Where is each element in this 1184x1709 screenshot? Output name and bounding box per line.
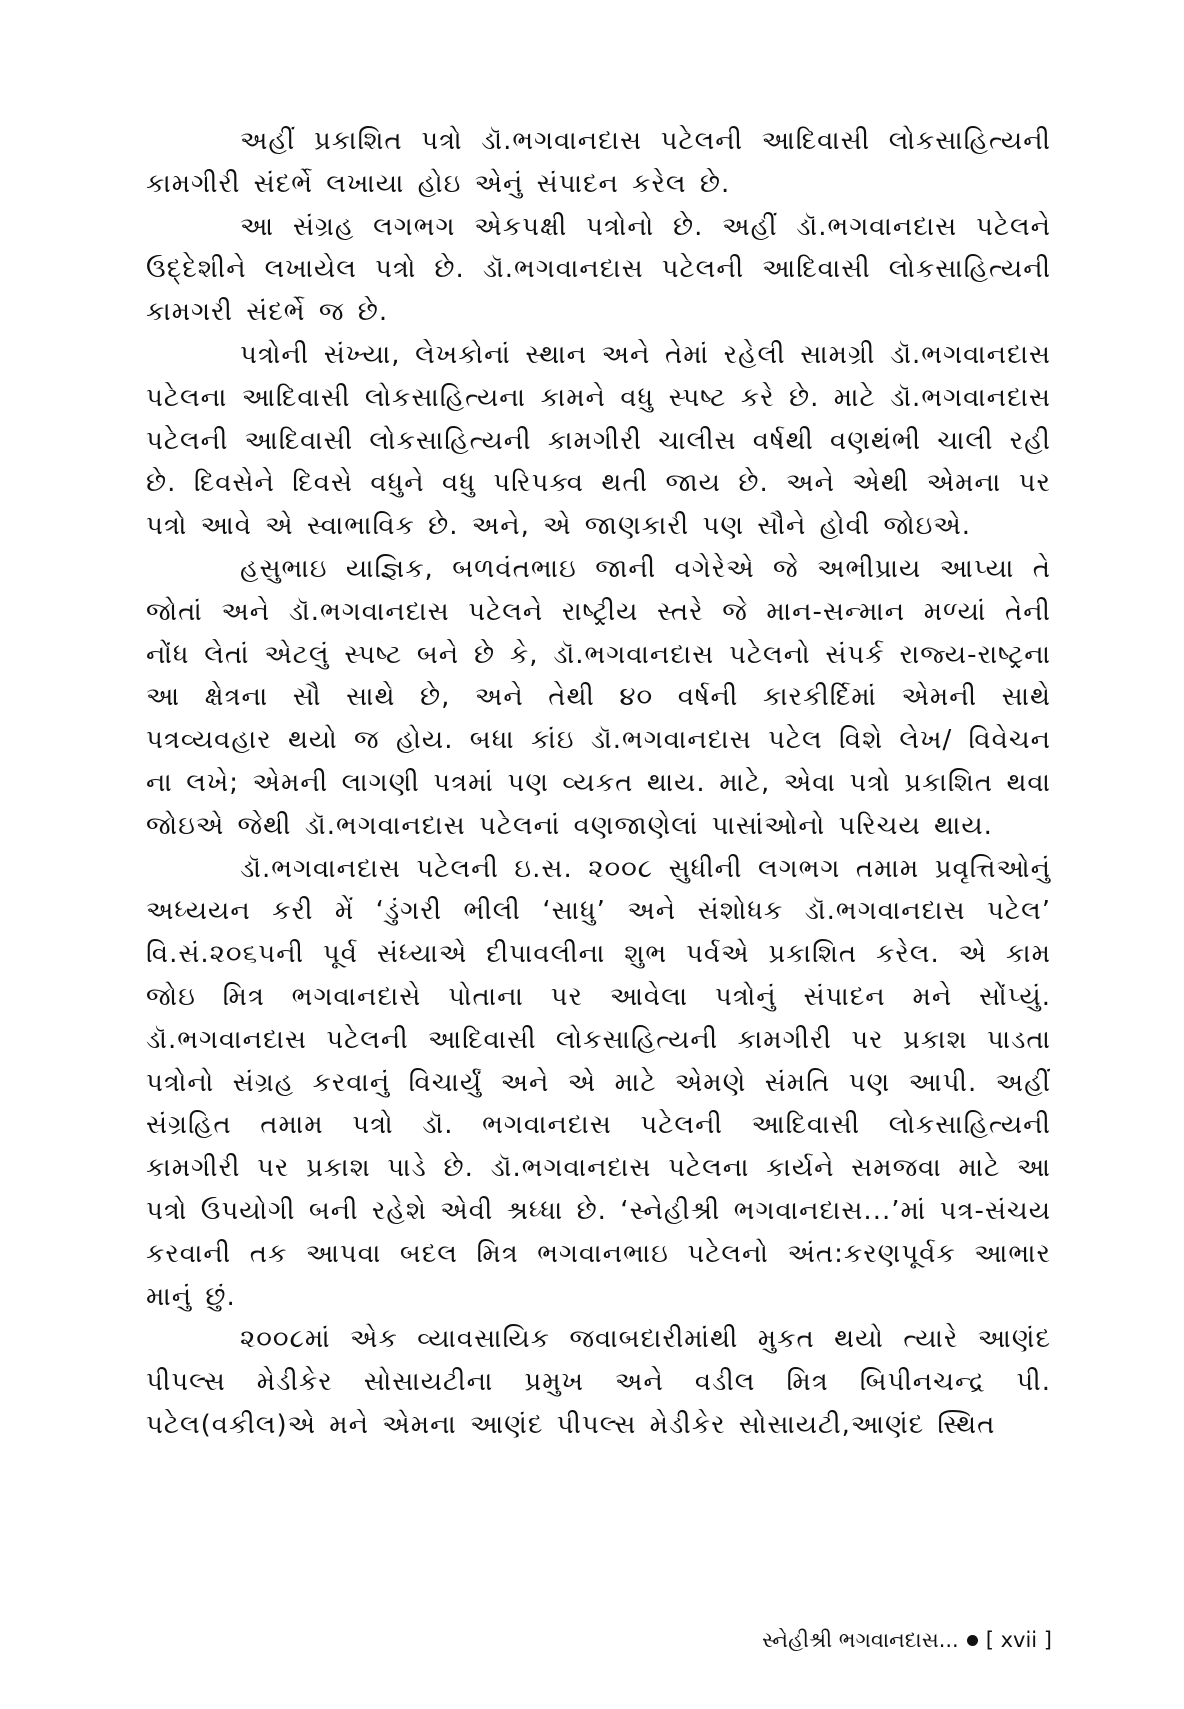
paragraph-3: પત્રોની સંખ્યા, લેખકોનાં સ્થાન અને તેમાં રહેલી સામગ્રી ડૉ.ભગવાનદાસ પટેલના આદિવાસી લોકસાહિત્યના કામને વધુ સ્પષ્ટ કરે છે. માટે ડૉ.ભગવાનદાસ પટેલની આદિવાસી લોકસાહિત્યની કામગીરી ચાલીસ વર્ષથી વણથંભી ચાલી રહી છે. દિવસેને દિવસે વધુને વધુ પરિપક્વ થતી જાય છે. અને એથી એમના પર પત્રો આવે એ સ્વાભાવિક છે. અને, એ જાણકારી પણ સૌને હોવી જોઇએ.: [146, 339, 1051, 542]
page-number: [ xvii ]: [985, 1628, 1052, 1652]
paragraph-1: અહીં પ્રકાશિત પત્રો ડૉ.ભગવાનદાસ પટેલની આદિવાસી લોકસાહિત્યની કામગીરી સંદર્ભે લખાયા હોઇ એનું સંપાદન કરેલ છે.: [146, 126, 1051, 199]
paragraph-4: હસુભાઇ યાજ્ઞિક, બળવંતભાઇ જાની વગેરેએ જે અભીપ્રાય આપ્યા તે જોતાં અને ડૉ.ભગવાનદાસ પટેલને રાષ્ટ્રીય સ્તરે જે માન-સન્માન મળ્યાં તેની નોંધ લેતાં એટલું સ્પષ્ટ બને છે કે, ડૉ.ભગવાનદાસ પટેલનો સંપર્ક રાજ્ય-રાષ્ટ્રના આ ક્ષેત્રના સૌ સાથે છે, અને તેથી ૪૦ વર્ષની કારકીર્દિમાં એમની સાથે પત્રવ્યવહાર થયો જ હોય. બધા કાંઇ ડૉ.ભગવાનદાસ પટેલ વિશે લેખ/ વિવેચન ના લખે; એમની લાગણી પત્રમાં પણ વ્યકત થાય. માટે, એવા પત્રો પ્રકાશિત થવા જોઇએ જેથી ડૉ.ભગવાનદાસ પટેલનાં વણજાણેલાં પાસાંઓનો પરિચય થાય.: [146, 553, 1051, 841]
paragraph-5: ડૉ.ભગવાનદાસ પટેલની ઇ.સ. ૨૦૦૮ સુધીની લગભગ તમામ પ્રવૃત્તિઓનું અધ્યયન કરી મેં ‘ડુંગરી ભીલી ‘સાધુ’ અને સંશોધક ડૉ.ભગવાનદાસ પટેલ’ વિ.સં.૨૦૬૫ની પૂર્વ સંધ્યાએ દીપાવલીના શુભ પર્વએ પ્રકાશિત કરેલ. એ કામ જોઇ મિત્ર ભગવાનદાસે પોતાના પર આવેલા પત્રોનું સંપાદન મને સોંપ્યું. ડૉ.ભગવાનદાસ પટેલની આદિવાસી લોકસાહિત્યની કામગીરી પર પ્રકાશ પાડતા પત્રોનો સંગ્રહ કરવાનું વિચાર્યું અને એ માટે એમણે સંમતિ પણ આપી. અહીં સંગ્રહિત તમામ પત્રો ડૉ. ભગવાનદાસ પટેલની આદિવાસી લોકસાહિત્યની કામગીરી પર પ્રકાશ પાડે છે. ડૉ.ભગવાનદાસ પટેલના કાર્યને સમજવા માટે આ પત્રો ઉપયોગી બની રહેશે એવી શ્રધ્ધા છે. ‘સ્નેહીશ્રી ભગવાનદાસ...’માં પત્ર-સંચય કરવાની તક આપવા બદલ મિત્ર ભગવાનભાઇ પટેલનો અંત:કરણપૂર્વક આભાર માનું છું.: [146, 853, 1051, 1312]
bullet-icon: [967, 1635, 978, 1646]
body-text: [146, 120, 1051, 1447]
paragraph-2: આ સંગ્રહ લગભગ એકપક્ષી પત્રોનો છે. અહીં ડૉ.ભગવાનદાસ પટેલને ઉદ્દેશીને લખાયેલ પત્રો છે. ડૉ.ભગવાનદાસ પટેલની આદિવાસી લોકસાહિત્યની કામગરી સંદર્ભે જ છે.: [146, 211, 1051, 328]
paragraph-6: ૨૦૦૮માં એક વ્યાવસાયિક જવાબદારીમાંથી મુકત થયો ત્યારે આણંદ પીપલ્સ મેડીકેર સોસાયટીના પ્રમુખ અને વડીલ મિત્ર બિપીનચન્દ્ર પી. પટેલ(વકીલ)એ મને એમના આણંદ પીપલ્સ મેડીકેર સોસાયટી,આણંદ સ્થિત: [146, 1324, 1051, 1440]
page-footer: [762, 1626, 1052, 1654]
running-title: સ્નેહીશ્રી ભગવાનદાસ...: [762, 1628, 959, 1652]
